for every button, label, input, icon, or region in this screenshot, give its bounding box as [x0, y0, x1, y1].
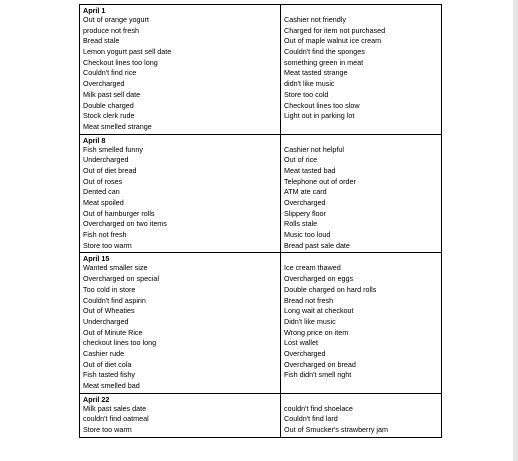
complaint-entry: Wanted smaller size	[83, 263, 148, 273]
complaint-entry: Store too warm	[83, 425, 132, 435]
complaint-entry: Fish tasted fishy	[83, 370, 135, 380]
complaint-entry: Out of hamburger rolls	[83, 208, 155, 218]
complaint-entry: Lost wallet	[284, 338, 318, 348]
complaint-entry: something green in meat	[284, 57, 364, 67]
complaint-entry: Rolls stale	[284, 219, 318, 229]
complaints-table-body	[80, 5, 442, 438]
week-section-row	[80, 5, 442, 135]
left-column-cell	[80, 134, 281, 253]
complaint-entry: Out of Wheaties	[83, 306, 135, 316]
complaint-entry: Fish smelled funny	[83, 144, 143, 154]
heading-spacer	[284, 254, 438, 263]
section-date-heading: April 15	[83, 254, 110, 264]
complaint-entry: Double charged on hard rolls	[284, 284, 377, 294]
complaint-entry: Wrong price on item	[284, 327, 349, 337]
complaints-table	[79, 4, 442, 438]
complaint-entry: Light out in parking lot	[284, 111, 355, 121]
complaint-entry: Meat smelled strange	[83, 121, 152, 131]
complaint-entry: Couldn't find the sponges	[284, 47, 365, 57]
complaint-entry: Out of rice	[284, 155, 318, 165]
complaint-entry: Overcharged	[83, 79, 125, 89]
week-section-row	[80, 253, 442, 393]
section-date-heading: April 1	[83, 6, 106, 15]
complaint-entry: Out of diet cola	[83, 359, 132, 369]
complaint-entry: Lemon yogurt past sell date	[83, 47, 172, 57]
complaint-entry: Too cold in store	[83, 284, 136, 294]
complaint-entry: Cashier not helpful	[284, 144, 344, 154]
complaint-entry: Store too warm	[83, 240, 132, 250]
week-section-row	[80, 393, 442, 437]
complaint-entry: Dented can	[83, 187, 120, 197]
heading-spacer	[284, 395, 438, 404]
complaint-entry: Out of maple walnut ice cream	[284, 36, 382, 46]
right-column-cell	[281, 253, 442, 393]
complaint-entry: Undercharged	[83, 316, 129, 326]
section-date-heading: April 8	[83, 135, 106, 145]
complaint-entry: Out of Smucker's strawberry jam	[284, 425, 389, 435]
complaint-entry: Meat smelled bad	[83, 381, 140, 390]
heading-spacer	[284, 136, 438, 145]
complaint-entry: Meat tasted strange	[284, 68, 348, 78]
complaint-entry: Out of Minute Rice	[83, 327, 143, 337]
left-column-cell	[80, 393, 281, 437]
complaint-entry: Overcharged	[284, 198, 326, 207]
right-column-cell	[281, 134, 442, 253]
left-column-cell	[80, 5, 281, 135]
complaint-entry: Couldn't find lard	[284, 414, 338, 424]
complaint-entry: Store too cold	[284, 89, 329, 99]
complaint-entry: Fish didn't smell right	[284, 370, 352, 380]
complaint-entry: couldn't find oatmeal	[83, 414, 149, 424]
complaint-entry: checkout lines too long	[83, 338, 157, 348]
complaint-entry: Checkout lines too slow	[284, 100, 360, 110]
complaint-entry: Out of roses	[83, 176, 123, 186]
complaint-entry: Couldn't find aspirin	[83, 295, 146, 305]
left-column-cell	[80, 253, 281, 393]
complaint-entry: Bread past sale date	[284, 240, 350, 250]
complaint-entry: Bread not fresh	[284, 295, 334, 305]
complaint-entry: Overcharged on special	[83, 274, 159, 284]
complaint-entry: Milk past sell date	[83, 89, 141, 99]
right-column-cell	[281, 393, 442, 437]
complaint-entry: Charged for item not purchased	[284, 25, 386, 35]
complaint-entry: Undercharged	[83, 155, 129, 165]
complaint-entry: Overcharged on bread	[284, 359, 356, 369]
right-column-cell	[281, 5, 442, 135]
week-section-row	[80, 134, 442, 253]
complaint-entry: Music too loud	[284, 230, 331, 240]
section-date-heading: April 22	[83, 394, 110, 404]
complaint-entry: Meat tasted bad	[284, 165, 336, 175]
complaint-entry: produce not fresh	[83, 25, 139, 35]
heading-spacer	[284, 6, 438, 15]
complaint-entry: Ice cream thawed	[284, 263, 341, 273]
complaint-entry: didn't like music	[284, 79, 335, 89]
complaint-entry: Overcharged on two items	[83, 219, 167, 229]
page-edge-shadow	[513, 0, 518, 461]
complaint-entry: Overcharged	[284, 348, 326, 358]
complaint-entry: Cashier not friendly	[284, 15, 346, 24]
complaint-entry: Fish not fresh	[83, 230, 127, 240]
complaint-entry: ATM ate card	[284, 187, 327, 197]
complaint-entry: Overcharged on eggs	[284, 274, 354, 284]
complaint-entry: Telephone out of order	[284, 176, 356, 186]
complaint-entry: Slippery floor	[284, 208, 326, 218]
complaint-entry: Didn't like music	[284, 316, 336, 326]
complaint-entry: Checkout lines too long	[83, 57, 158, 67]
complaint-entry: Meat spoiled	[83, 198, 124, 207]
complaint-entry: Couldn't find rice	[83, 68, 137, 78]
complaint-entry: couldn't find shoelace	[284, 403, 353, 413]
complaint-entry: Cashier rude	[83, 348, 125, 358]
complaint-entry: Out of orange yogurt	[83, 15, 149, 24]
complaint-entry: Bread stale	[83, 36, 120, 46]
complaint-entry: Double charged	[83, 100, 134, 110]
complaint-entry: Out of diet bread	[83, 165, 137, 175]
complaint-entry: Long wait at checkout	[284, 306, 354, 316]
complaint-entry: Stock clerk rude	[83, 111, 135, 121]
complaint-entry: Milk past sales date	[83, 403, 147, 413]
